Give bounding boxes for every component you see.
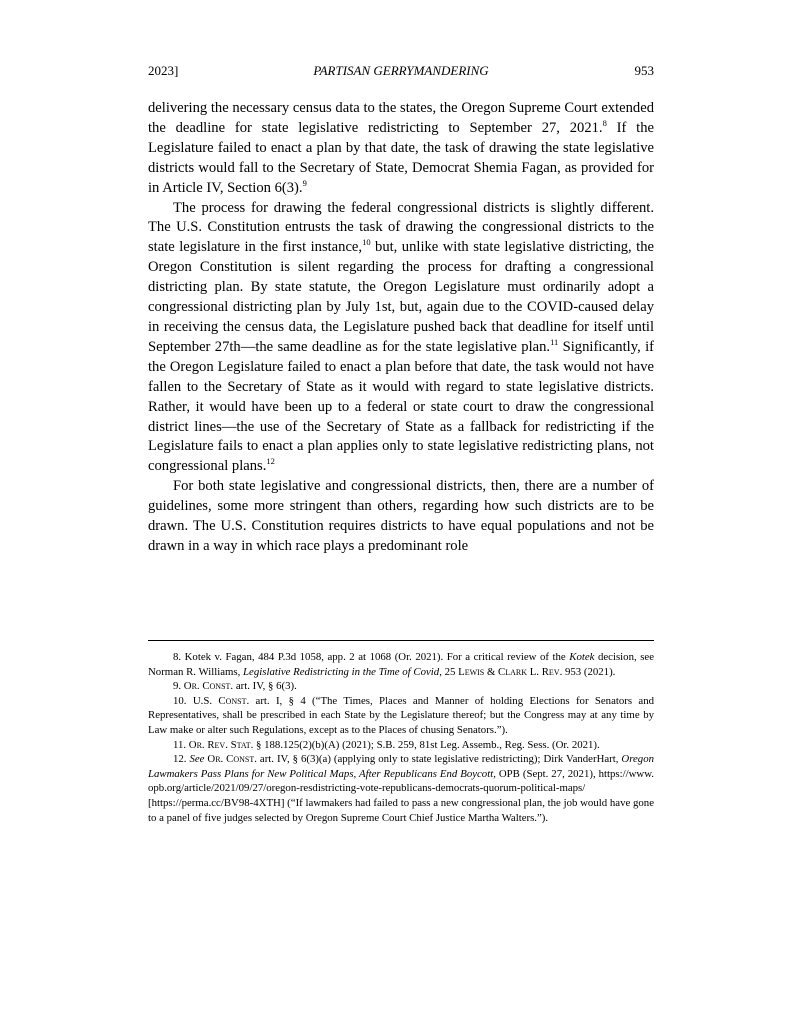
footnote-ref-11[interactable]: 11 [550, 336, 559, 347]
paragraph-2: The process for drawing the federal congressional districts is slightly different. The U.S. Constitution entrusts the task of drawing the congressional districts to the state legislature in the first instance,$^{10}$ but, unlike with state legislative districting, the Oregon Constitution is silent regarding the process for drafting a congressional districting plan. By state statute, the Oregon Legislature must ordinarily adopt a congressional districting plan by July 1st, but, again due to the COVID-caused delay in receiving the census data, the Legislature pushed back that deadline for itself until September 27th—the same deadline as for the state legislative plan.$^{11}$ Significantly, if the Oregon Legislature failed to enact a plan before that date, the task would not have fallen to the Secretary of State as it would with regard to state legislative districts. Rather, it would have been up to a federal or state court to draw the congressional district lines—the use of the Secretary of State as a fallback for redistricting if the Legislature fails to enact a plan applies only to state legislative redistricting plans, not congressional plans.$^{12}$ [148, 199, 655, 475]
paragraph-3: For both state legislative and congressional districts, then, there are a number of guidelines, some more stringent than others, regarding how such districts are to be drawn. The U.S. Constitution requires districts to have equal populations and not be drawn in a way in which race plays a predominant role [148, 478, 654, 554]
header-title: PARTISAN GERRYMANDERING [313, 63, 489, 78]
running-header [148, 63, 654, 81]
footnote-divider [148, 640, 654, 641]
footnotes [148, 650, 654, 825]
footnote-ref-10[interactable]: 10 [362, 237, 371, 248]
footnote-12: 12. See Or. Const. art. IV, § 6(3)(a) (applying only to state legislative redistricting); Dirk VanderHart, Oregon Lawmakers Pass Plans for New Political Maps, After Republicans End Boycott, OPB (Sept. 27, 2021), https://www.opb.org/article/2021/09/27/oregon-resdistricting-vote-republicans-democrats-quorum-political-maps/ [https://perma.cc/BV98-4XTH] (“If lawmakers had failed to pass a new congressional plan, the job would have gone to a panel of five judges selected by Oregon Supreme Court Chief Justice Martha Walters.”). [148, 753, 654, 824]
footnote-ref-12[interactable]: 12 [266, 456, 275, 467]
footnote-10: 10. U.S. Const. art. I, § 4 (“The Times, Places and Manner of holding Elections for Senators and Representatives, shall be prescribed in each State by the Legislature thereof; but the Congress may at any time by Law make or alter such Regulations, except as to the Places of chusing Senators.”). [148, 694, 654, 736]
footnote-ref-8[interactable]: 8 [602, 117, 607, 128]
footnote-ref-9[interactable]: 9 [302, 177, 307, 188]
opb-article-link[interactable]: https://www.opb.org/article/2021/09/27/oregon-resdistricting-vote-republicans-democrats-quorum-political-maps/ [148, 767, 654, 795]
page-number: 953 [634, 63, 654, 78]
footnote-9: 9. Or. Const. art. IV, § 6(3). [173, 680, 297, 693]
main-text [148, 99, 654, 557]
paragraph-1: delivering the necessary census data to the states, the Oregon Supreme Court extended the deadline for state legislative redistricting to September 27, 2021.$^8$ If the Legislature failed to enact a plan by that date, the task of drawing the state legislative districts would fall to the Secretary of State, Democrat Shemia Fagan, as provided for in Article IV, Section 6(3).$^9$ [148, 100, 654, 196]
header-volume-year: 2023] [148, 63, 179, 78]
footnote-8: 8. Kotek v. Fagan, 484 P.3d 1058, app. 2 at 1068 (Or. 2021). For a critical review of the Kotek decision, see Norman R. Williams, Legislative Redistricting in the Time of Covid, 25 Lewis & Clark L. Rev. 953 (2021). [148, 651, 654, 678]
footnote-11: 11. Or. Rev. Stat. § 188.125(2)(b)(A) (2021); S.B. 259, 81st Leg. Assemb., Reg. Sess. (Or. 2021). [173, 738, 600, 751]
